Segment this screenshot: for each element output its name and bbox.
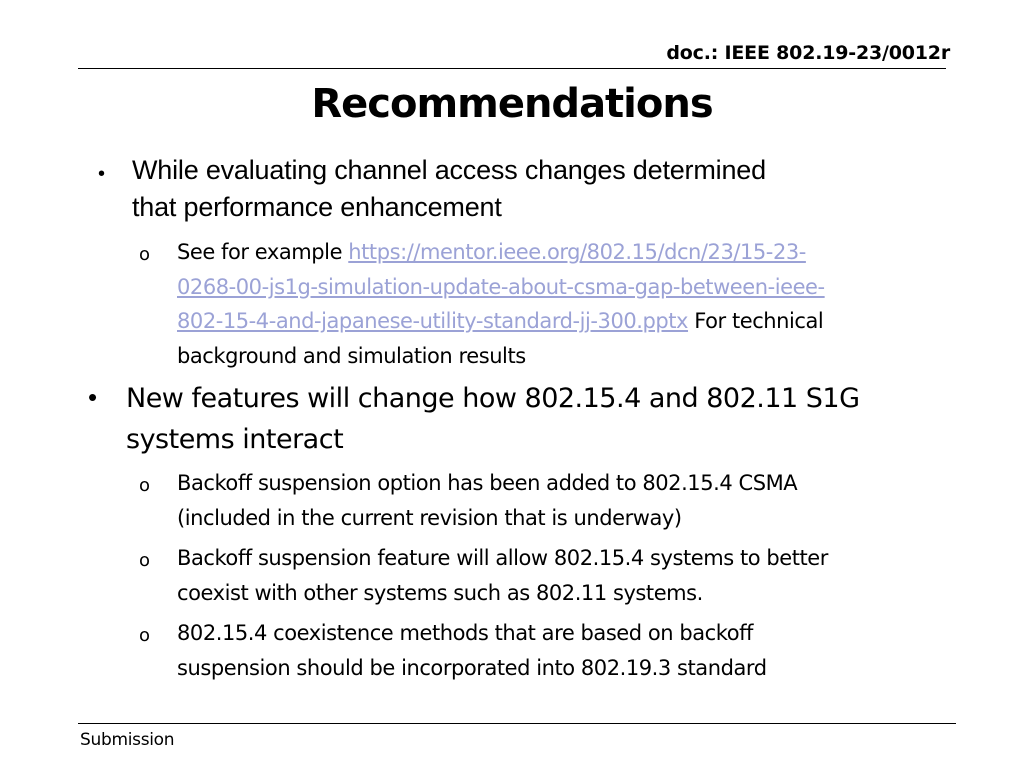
footer-submission: Submission: [80, 730, 175, 750]
sub-bullet-marker: o: [139, 475, 151, 496]
sub-bullet-text: 802.15.4 coexistence methods that are based on backoff suspension should be incorporated into 802.19.3 standard: [177, 621, 767, 680]
sub-bullet-marker: o: [139, 625, 151, 646]
sub-bullet-marker: o: [139, 244, 151, 265]
footer-divider: [78, 723, 956, 724]
document-id: doc.: IEEE 802.19-23/0012r: [666, 42, 950, 64]
sub-bullet-suffix: For technical background and simulation results: [177, 309, 824, 368]
sub-bullet-text: Backoff suspension feature will allow 802.15.4 systems to better coexist with other systems such as 802.11 systems.: [177, 546, 828, 605]
sub-bullet-text: Backoff suspension option has been added to 802.15.4 CSMA (included in the current revision that is underway): [177, 471, 798, 530]
sub-bullet-text: [177, 235, 937, 373]
bullet-text: While evaluating channel access changes determined that performance enhancement: [132, 155, 766, 222]
sub-bullet-prefix: See for example: [177, 240, 349, 264]
slide-title: Recommendations: [311, 81, 713, 127]
sub-bullet-marker: o: [139, 550, 151, 571]
bullet-marker: •: [98, 163, 106, 185]
bullet-marker: •: [88, 382, 98, 412]
mentor-document-link[interactable]: https://mentor.ieee.org/802.15/dcn/23/15-23- 0268-00-js1g-simulation-update-about-csma-gap-between-ieee- 802-15-4-and-japanese-utility-standard-jj-300.pptx: [177, 240, 825, 333]
bullet-text: New features will change how 802.15.4 and 802.11 S1G systems interact: [126, 383, 860, 455]
